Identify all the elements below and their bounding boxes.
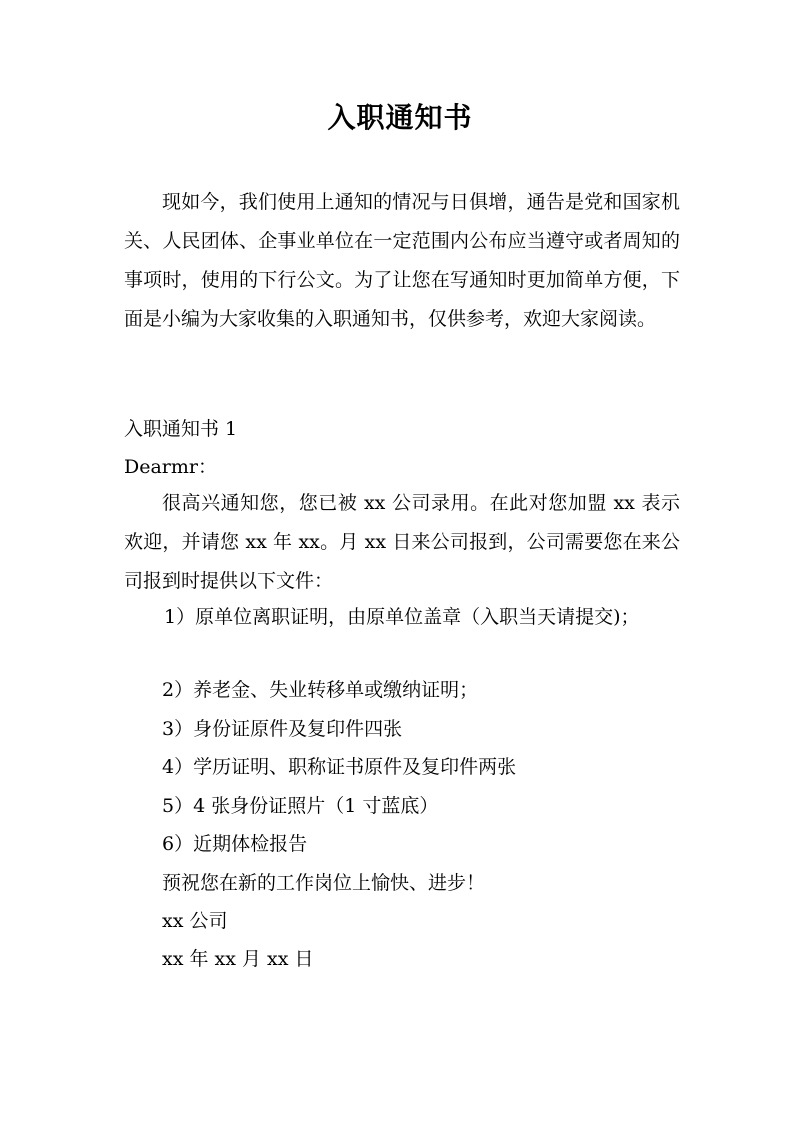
requirement-item-1: 1）原单位离职证明，由原单位盖章（入职当天请提交)； xyxy=(164,606,640,628)
letter-body-paragraph: 很高兴通知您，您已被 xx 公司录用。在此对您加盟 xx 表示欢迎，并请您 xx 年 xx。月 xx 日来公司报到，公司需要您在来公司报到时提供以下文件： xyxy=(124,492,680,592)
document-title: 入职通知书 xyxy=(327,101,473,134)
requirement-item-6: 6）近期体检报告 xyxy=(162,833,308,855)
requirement-item-5: 5）4 张身份证照片（1 寸蓝底） xyxy=(162,795,439,817)
requirement-item-4: 4）学历证明、职称证书原件及复印件两张 xyxy=(162,756,517,778)
closing-wish: 预祝您在新的工作岗位上愉快、进步！ xyxy=(162,872,486,894)
intro-paragraph: 现如今，我们使用上通知的情况与日俱增，通告是党和国家机关、人民团体、企事业单位在一定范围内公布应当遵守或者周知的事项时，使用的下行公文。为了让您在写通知时更加简单方便，下面是小编为大家收集的入职通知书，仅供参考，欢迎大家阅读。 xyxy=(124,191,680,330)
requirement-item-3: 3）身份证原件及复印件四张 xyxy=(162,718,403,740)
requirement-item-2: 2）养老金、失业转移单或缴纳证明； xyxy=(162,679,479,701)
salutation: Dearmr： xyxy=(124,456,217,478)
section-heading: 入职通知书 1 xyxy=(124,418,238,440)
letter-date: xx 年 xx 月 xx 日 xyxy=(162,948,314,970)
company-signature: xx 公司 xyxy=(162,910,228,932)
